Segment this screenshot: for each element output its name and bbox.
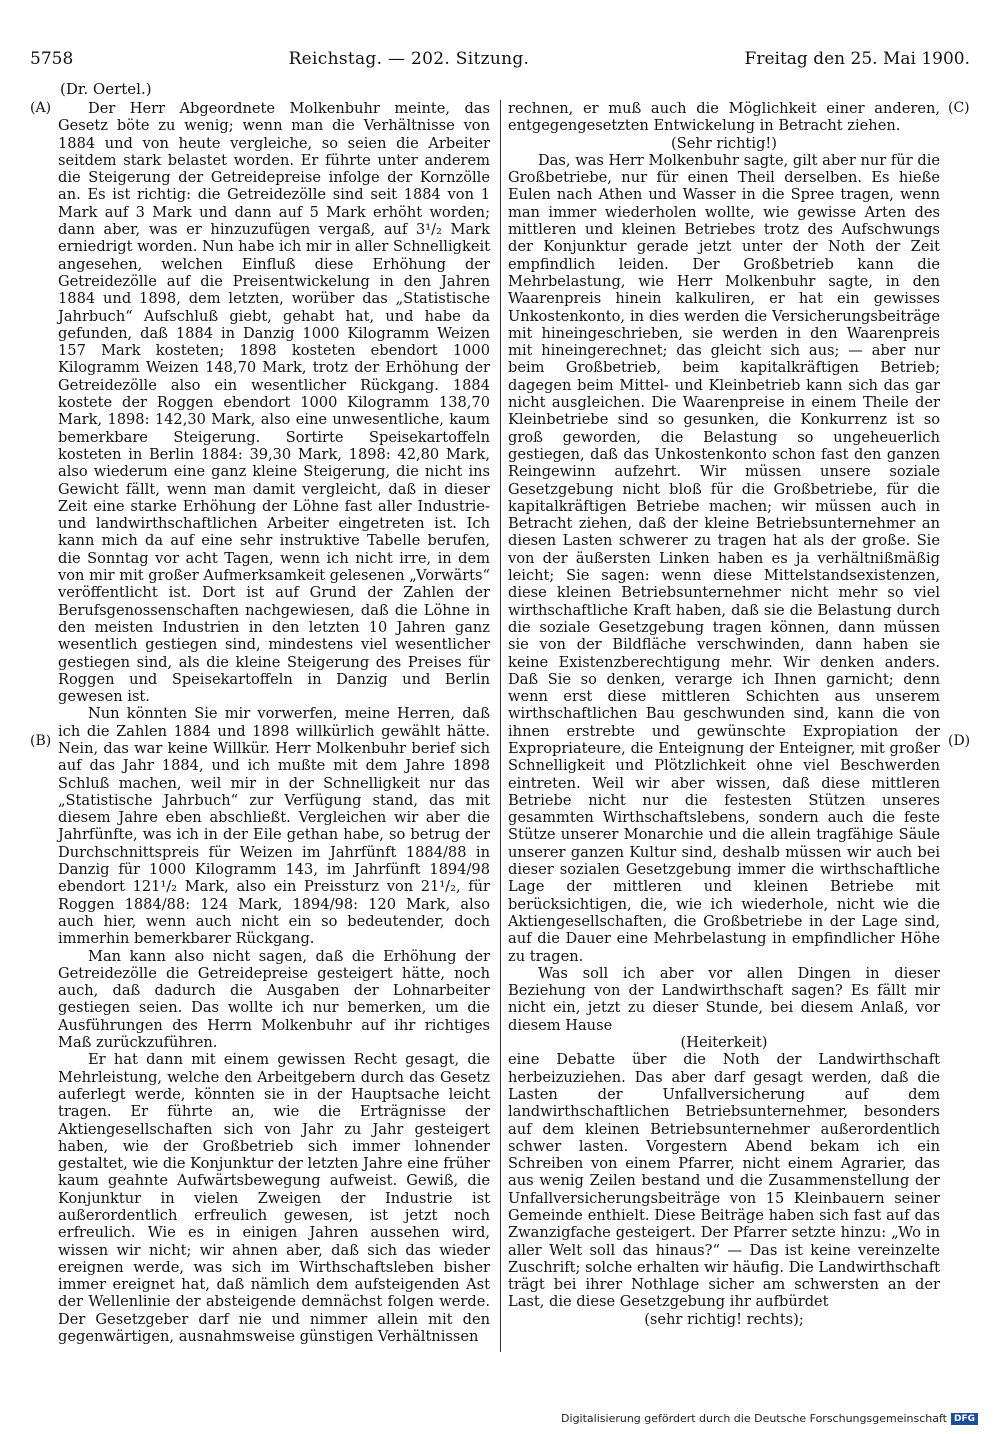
footer-credit: Digitalisierung gefördert durch die Deutsche Forschungsgemeinschaft: [561, 1412, 947, 1425]
session-title: Reichstag. — 202. Sitzung.: [288, 49, 530, 69]
paragraph: Nun könnten Sie mir vorwerfen, meine Herren, daß ich die Zahlen 1884 und 1898 willkürlich gewählt hätte. Nein, das war keine Willkür. Herr Molkenbuhr berief sich auf das Jahr 1884, und ich mußte mit dem Jahre 1898 Schluß machen, weil mir in der Schnelligkeit nur das „Statistische Jahrbuch“ zur Verfügung stand, das mit diesem Jahre eben abschließt. Vergleichen wir aber die Jahrfünfte, was ich in der Eile gethan habe, so betrug der Durchschnittspreis für Weizen im Jahrfünft 1884/88 in Danzig für 1000 Kilogramm 143, im Jahrfünft 1894/98 ebendort 121¹/₂ Mark, also ein Preissturz von 21¹/₂, für Roggen 1884/88: 124 Mark, 1894/98: 120 Mark, also auch hier, wenn auch nicht ein so bedeutender, doch immerhin bemerkbarer Rückgang.: [58, 705, 490, 948]
margin-marker-a: (A): [30, 100, 52, 116]
right-column: [508, 100, 940, 1328]
speaker-label: (Dr. Oertel.): [60, 80, 152, 98]
footer: [561, 1412, 978, 1425]
paragraph: Was soll ich aber vor allen Dingen in dieser Beziehung von der Landwirthschaft sagen? Es fällt mir nicht ein, jetzt zu dieser Stunde, bei diesem Anlaß, vor diesem Hause: [508, 964, 940, 1034]
page-number: 5758: [30, 49, 74, 69]
dfg-logo: DFG: [951, 1413, 978, 1425]
paragraph: Der Herr Abgeordnete Molkenbuhr meinte, das Gesetz böte zu wenig; wenn man die Verhältnisse von 1884 und von heute vergleiche, so seien die Arbeiter seitdem stark belastet worden. Er führte unter anderem die Steigerung der Getreidepreise infolge der Kornzölle an. Es ist richtig: die Getreidezölle sind seit 1884 von 1 Mark auf 3 Mark und dann auf 5 Mark erhöht worden; dann aber, was er hinzuzufügen vergaß, auf 3¹/₂ Mark erniedrigt worden. Nun habe ich mir in aller Schnelligkeit angesehen, welchen Einfluß diese Erhöhung der Getreidezölle auf die Preisentwickelung in den Jahren 1884 und 1898, dem letzten, worüber das „Statistische Jahrbuch“ Aufschluß giebt, gehabt hat, und habe da gefunden, daß 1884 in Danzig 1000 Kilogramm Weizen 157 Mark kosteten; 1898 kosteten ebendort 1000 Kilogramm Weizen 148,70 Mark, trotz der Erhöhung der Getreidezölle also ein wesentlicher Rückgang. 1884 kostete der Roggen ebendort 1000 Kilogramm 138,70 Mark, 1898: 142,30 Mark, also eine unwesentliche, kaum bemerkbare Steigerung. Sortirte Speisekartoffeln kosteten in Berlin 1884: 39,30 Mark, 1898: 42,80 Mark, also wiederum eine ganz kleine Steigerung, die nicht ins Gewicht fällt, wenn man damit vergleicht, daß in dieser Zeit eine starke Erhöhung der Löhne fast aller Industrie- und landwirthschaftlichen Arbeiter eingetreten ist. Ich kann mich da auf eine sehr instruktive Tabelle berufen, die Sonntag vor acht Tagen, wenn ich nicht irre, in dem von mir mit großer Aufmerksamkeit gelesenen „Vorwärts“ veröffentlicht ist. Dort ist auf Grund der Zahlen der Berufsgenossenschaften nachgewiesen, daß die Löhne in den meisten Industrien in den letzten 10 Jahren ganz wesentlich gestiegen sind, mindestens viel wesentlicher gestiegen sind, als die kleine Steigerung des Preises für Roggen und Speisekartoffeln in Danzig und Berlin gewesen ist.: [58, 100, 490, 706]
paragraph: Er hat dann mit einem gewissen Recht gesagt, die Mehrleistung, welche den Arbeitgebern durch das Gesetz auferlegt werde, könnten sie in der Hauptsache leicht tragen. Er führte an, wie die Erträgnisse der Aktiengesellschaften sich von Jahr zu Jahr gesteigert haben, wie der Großbetrieb sich immer lohnender gestaltet, wie die Konjunktur der letzten Jahre eine früher kaum geahnte Aufwärtsbewegung aufweist. Gewiß, die Konjunktur in vielen Zweigen der Industrie ist außerordentlich erfreulich gewesen, ist jetzt noch erfreulich. Wie es in einigen Jahren aussehen wird, wissen wir nicht; wir ahnen aber, daß sich das wieder ereignen werde, was sich im Wirthschaftsleben bisher immer ereignet hat, daß nämlich dem aufsteigenden Ast der Wellenlinie der absteigende demnächst folgen werde. Der Gesetzgeber darf nie und nimmer allein mit den gegenwärtigen, ausnahmsweise günstigen Verhältnissen: [58, 1051, 490, 1346]
column-divider: [500, 100, 501, 1352]
paragraph: Man kann also nicht sagen, daß die Erhöhung der Getreidezölle die Getreidepreise gesteigert hätte, noch auch, daß dadurch die Ausgaben der Lohnarbeiter gestiegen seien. Das wollte ich nur bemerken, um die Ausführungen des Herrn Molkenbuhr auf ihr richtiges Maß zurückzuführen.: [58, 947, 490, 1052]
interjection: (sehr richtig! rechts);: [644, 1310, 804, 1328]
paragraph: rechnen, er muß auch die Möglichkeit einer anderen, entgegengesetzten Entwickelung in Betracht ziehen.: [508, 100, 940, 135]
paragraph: Das, was Herr Molkenbuhr sagte, gilt aber nur für die Großbetriebe, nur für einen Theil derselben. Es hieße Eulen nach Athen und Wasser in die Spree tragen, wenn man immer wiederholen wollte, wie gewisse Arten des mittleren und kleinen Betriebes trotz des Aufschwungs der Konjunktur gerade jetzt unter der Noth der Zeit empfindlich leiden. Der Großbetrieb kann die Mehrbelastung, wie Herr Molkenbuhr sagte, in den Waarenpreis hinein kalkuliren, er hat ein gewisses Unkostenkonto, in dies werden die Versicherungsbeiträge mit hineingeschrieben, sie werden in den Waarenpreis mit hineingerechnet; das gleicht sich aus; — aber nur beim Großbetrieb, beim kapitalkräftigen Betrieb; dagegen beim Mittel- und Kleinbetrieb kann sich das gar nicht ausgleichen. Die Waarenpreise in einem Theile der Kleinbetriebe sind so gesunken, die Konkurrenz ist so groß geworden, die Belastung so ungeheuerlich gestiegen, daß das Unkostenkonto schon fast den ganzen Reingewinn aufzehrt. Wir müssen unsere soziale Gesetzgebung nicht bloß für die Großbetriebe, für die kapitalkräftigen Betriebe machen; wir müssen auch in Betracht ziehen, daß der kleine Betriebsunternehmer an diesen Lasten schwerer zu tragen hat als der große. Sie von der äußersten Linken haben es ja verhältnißmäßig leicht; Sie sagen: wenn diese Mittelstandsexistenzen, diese kleinen Betriebsunternehmer nicht mehr so viel wirthschaftliche Kraft haben, daß sie die Belastung durch die soziale Gesetzgebung tragen können, dann müssen sie von der Bildfläche verschwinden, dann haben sie keine Existenzberechtigung mehr. Wir denken anders. Daß Sie so denken, verarge ich Ihnen garnicht; denn wenn erst diese mittleren Schichten aus unserem wirthschaftlichen Bau geschwunden sind, kann die von ihnen erstrebte und gewünschte Expropiation der Expropriateure, die Enteignung der Enteigner, mit großer Schnelligkeit und Plötzlichkeit ohne viel Beschwerden eintreten. Weil wir aber wissen, daß diese mittleren Betriebe nicht nur die festesten Stützen unseres gesammten Wirthschaftslebens, sondern auch die feste Stütze unserer Monarchie und die allein tragfähige Säule unserer ganzen Kultur sind, deshalb müssen wir auch bei dieser sozialen Gesetzgebung immer die wirthschaftliche Lage der mittleren und kleinen Betriebe mit berücksichtigen, die, wie ich wiederhole, nicht wie die Aktiengesellschaften, die Großbetriebe in der Lage sind, auf die Dauer eine Mehrbelastung in empfindlicher Höhe zu tragen.: [508, 151, 940, 965]
session-date: Freitag den 25. Mai 1900.: [744, 49, 970, 69]
margin-marker-b: (B): [30, 733, 52, 749]
margin-marker-d: (D): [948, 733, 971, 749]
margin-marker-c: (C): [948, 100, 970, 116]
left-column: [58, 100, 490, 1345]
interjection: (Heiterkeit): [680, 1034, 768, 1052]
paragraph: eine Debatte über die Noth der Landwirthschaft herbeizuziehen. Das aber darf gesagt werden, daß die Lasten der Unfallversicherung auf dem landwirthschaftlichen Betriebsunternehmer, besonders auf dem kleinen Betriebsunternehmer außerordentlich schwer lasten. Vorgestern Abend bekam ich ein Schreiben von einem Pfarrer, nicht einem Agrarier, das aus wenig Zeilen bestand und die Zusammenstellung der Unfallversicherungsbeiträge von 15 Kleinbauern seiner Gemeinde enthielt. Diese Beiträge haben sich fast auf das Zwanzigfache gesteigert. Der Pfarrer setzte hinzu: „Wo in aller Welt soll das hinaus?“ — Das ist keine vereinzelte Zuschrift; solche erhalten wir häufig. Die Landwirthschaft trägt bei ihrer Nothlage sicher am schwersten an der Last, die diese Gesetzgebung ihr aufbürdet: [508, 1051, 940, 1311]
page-header: [30, 44, 970, 74]
interjection: (Sehr richtig!): [671, 134, 777, 152]
